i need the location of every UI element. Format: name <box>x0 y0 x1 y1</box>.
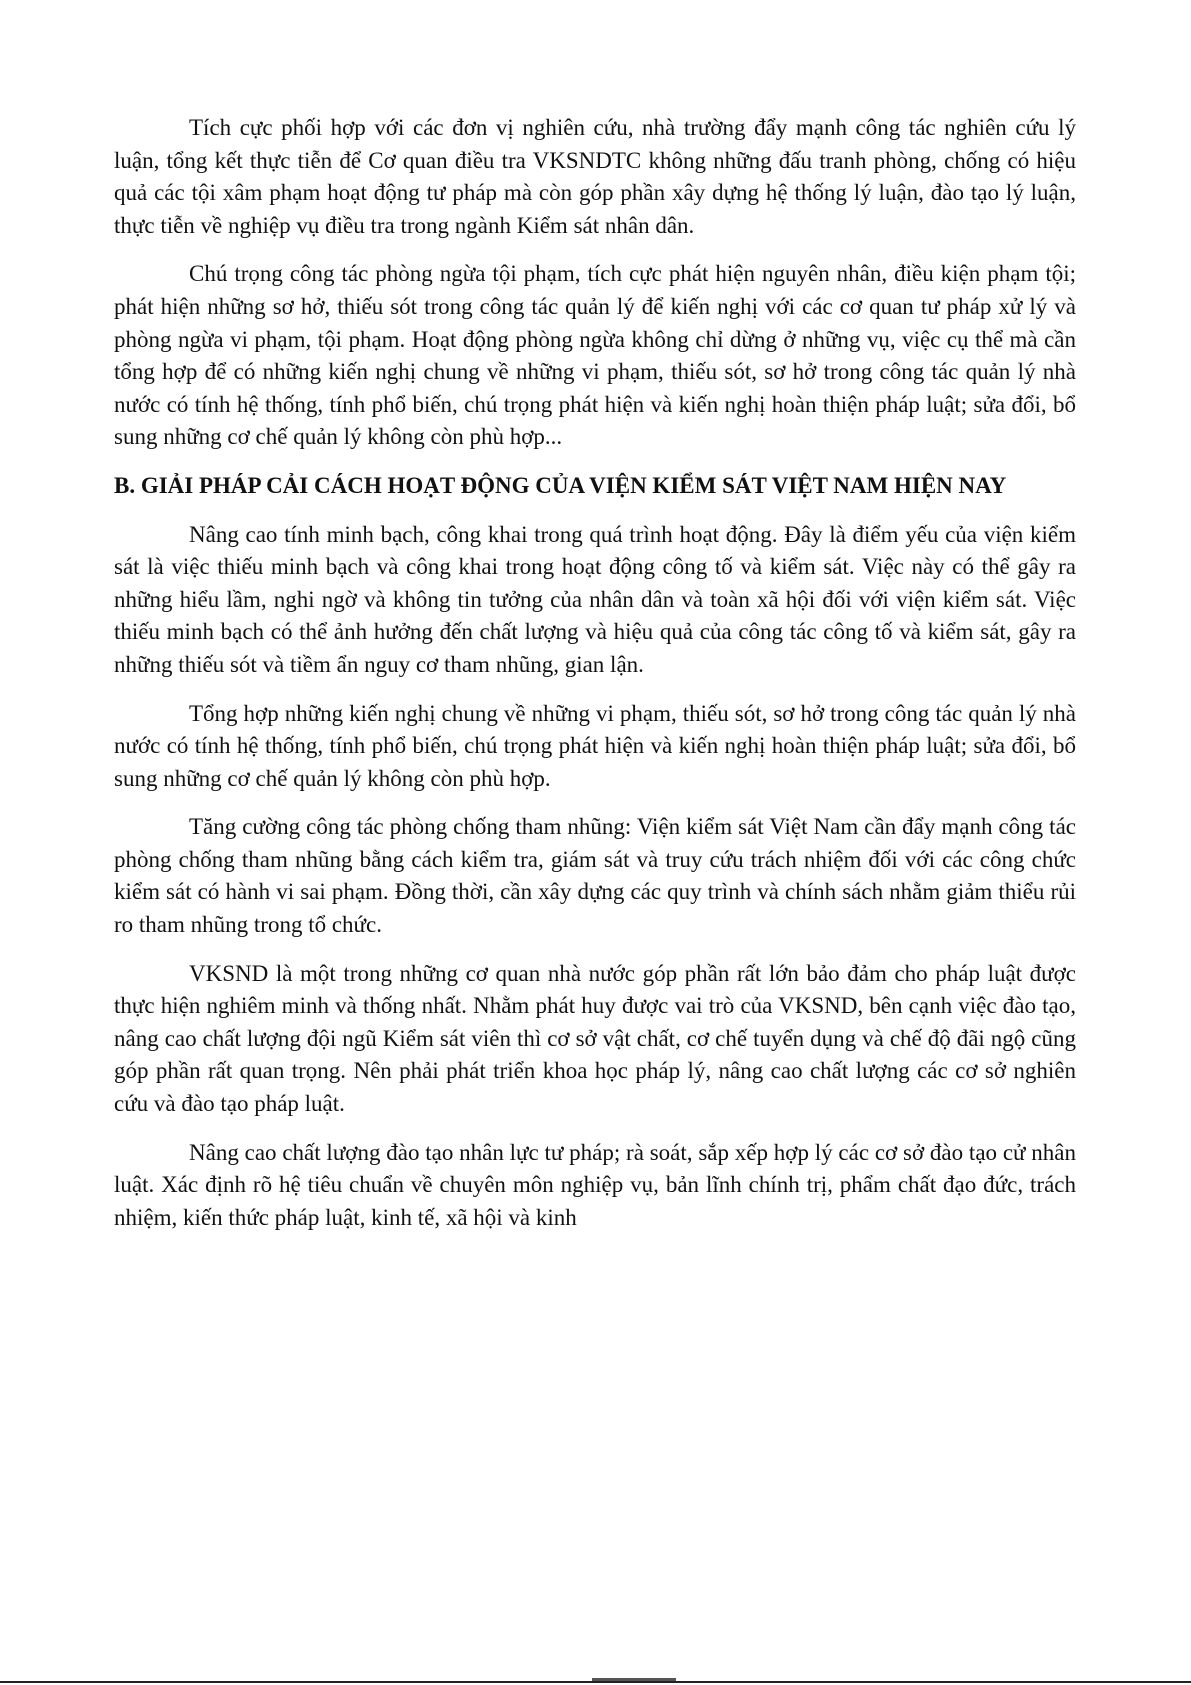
paragraph-training-quality: Nâng cao chất lượng đào tạo nhân lực tư pháp; rà soát, sắp xếp hợp lý các cơ sở đào tạo cử nhân luật. Xác định rõ hệ tiêu chuẩn về chuyên môn nghiệp vụ, bản lĩnh chính trị, phẩm chất đạo đức, trách nhiệm, kiến thức pháp luật, kinh tế, xã hội và kinh <box>114 1139 1076 1230</box>
footer-mark <box>592 1678 676 1681</box>
paragraph-transparency: Nâng cao tính minh bạch, công khai trong quá trình hoạt động. Đây là điểm yếu của viện kiểm sát là việc thiếu minh bạch và công khai trong hoạt động công tố và kiểm sát. Việc này có thể gây ra những hiểu lầm, nghi ngờ và không tin tưởng của nhân dân và toàn xã hội đối với viện kiểm sát. Việc thiếu minh bạch có thể ảnh hưởng đến chất lượng và hiệu quả của công tác công tố và kiểm sát, gây ra những thiếu sót và tiềm ẩn nguy cơ tham nhũng, gian lận. <box>114 521 1076 677</box>
footer-divider <box>0 1681 1191 1683</box>
paragraph-anti-corruption: Tăng cường công tác phòng chống tham nhũng: Viện kiểm sát Việt Nam cần đẩy mạnh công tác phòng chống tham nhũng bằng cách kiểm tra, giám sát và truy cứu trách nhiệm đối với các công chức kiểm sát có hành vi sai phạm. Đồng thời, cần xây dựng các quy trình và chính sách nhằm giảm thiểu rủi ro tham nhũng trong tổ chức. <box>114 814 1076 938</box>
paragraph-vksnd-role: VKSND là một trong những cơ quan nhà nước góp phần rất lớn bảo đảm cho pháp luật được thực hiện nghiêm minh và thống nhất. Nhằm phát huy được vai trò của VKSND, bên cạnh việc đào tạo, nâng cao chất lượng đội ngũ Kiểm sát viên thì cơ sở vật chất, cơ chế tuyển dụng và chế độ đãi ngộ cũng góp phần rất quan trọng. Nên phải phát triển khoa học pháp lý, nâng cao chất lượng các cơ sở nghiên cứu và đào tạo pháp luật. <box>114 960 1076 1117</box>
paragraph-recommendations: Tổng hợp những kiến nghị chung về những vi phạm, thiếu sót, sơ hở trong công tác quản lý nhà nước có tính hệ thống, tính phổ biến, chú trọng phát hiện và kiến nghị hoàn thiện pháp luật; sửa đổi, bổ sung những cơ chế quản lý không còn phù hợp. <box>114 700 1076 791</box>
paragraph-crime-prevention: Chú trọng công tác phòng ngừa tội phạm, tích cực phát hiện nguyên nhân, điều kiện phạm tội; phát hiện những sơ hở, thiếu sót trong công tác quản lý để kiến nghị với các cơ quan tư pháp xử lý và phòng ngừa vi phạm, tội phạm. Hoạt động phòng ngừa không chỉ dừng ở những vụ, việc cụ thể mà cần tổng hợp để có những kiến nghị chung về những vi phạm, thiếu sót, sơ hở trong công tác quản lý nhà nước có tính hệ thống, tính phổ biến, chú trọng phát hiện và kiến nghị hoàn thiện pháp luật; sửa đổi, bổ sung những cơ chế quản lý không còn phù hợp... <box>114 261 1076 450</box>
section-heading: B. GIẢI PHÁP CẢI CÁCH HOẠT ĐỘNG CỦA VIỆN KIỂM SÁT VIỆT NAM HIỆN NAY <box>114 472 1007 498</box>
paragraph-research-cooperation: Tích cực phối hợp với các đơn vị nghiên cứu, nhà trường đẩy mạnh công tác nghiên cứu lý luận, tổng kết thực tiễn để Cơ quan điều tra VKSNDTC không những đấu tranh phòng, chống có hiệu quả các tội xâm phạm hoạt động tư pháp mà còn góp phần xây dựng hệ thống lý luận, đào tạo lý luận, thực tiễn về nghiệp vụ điều tra trong ngành Kiểm sát nhân dân. <box>114 115 1076 238</box>
document-body <box>114 112 1076 1250</box>
